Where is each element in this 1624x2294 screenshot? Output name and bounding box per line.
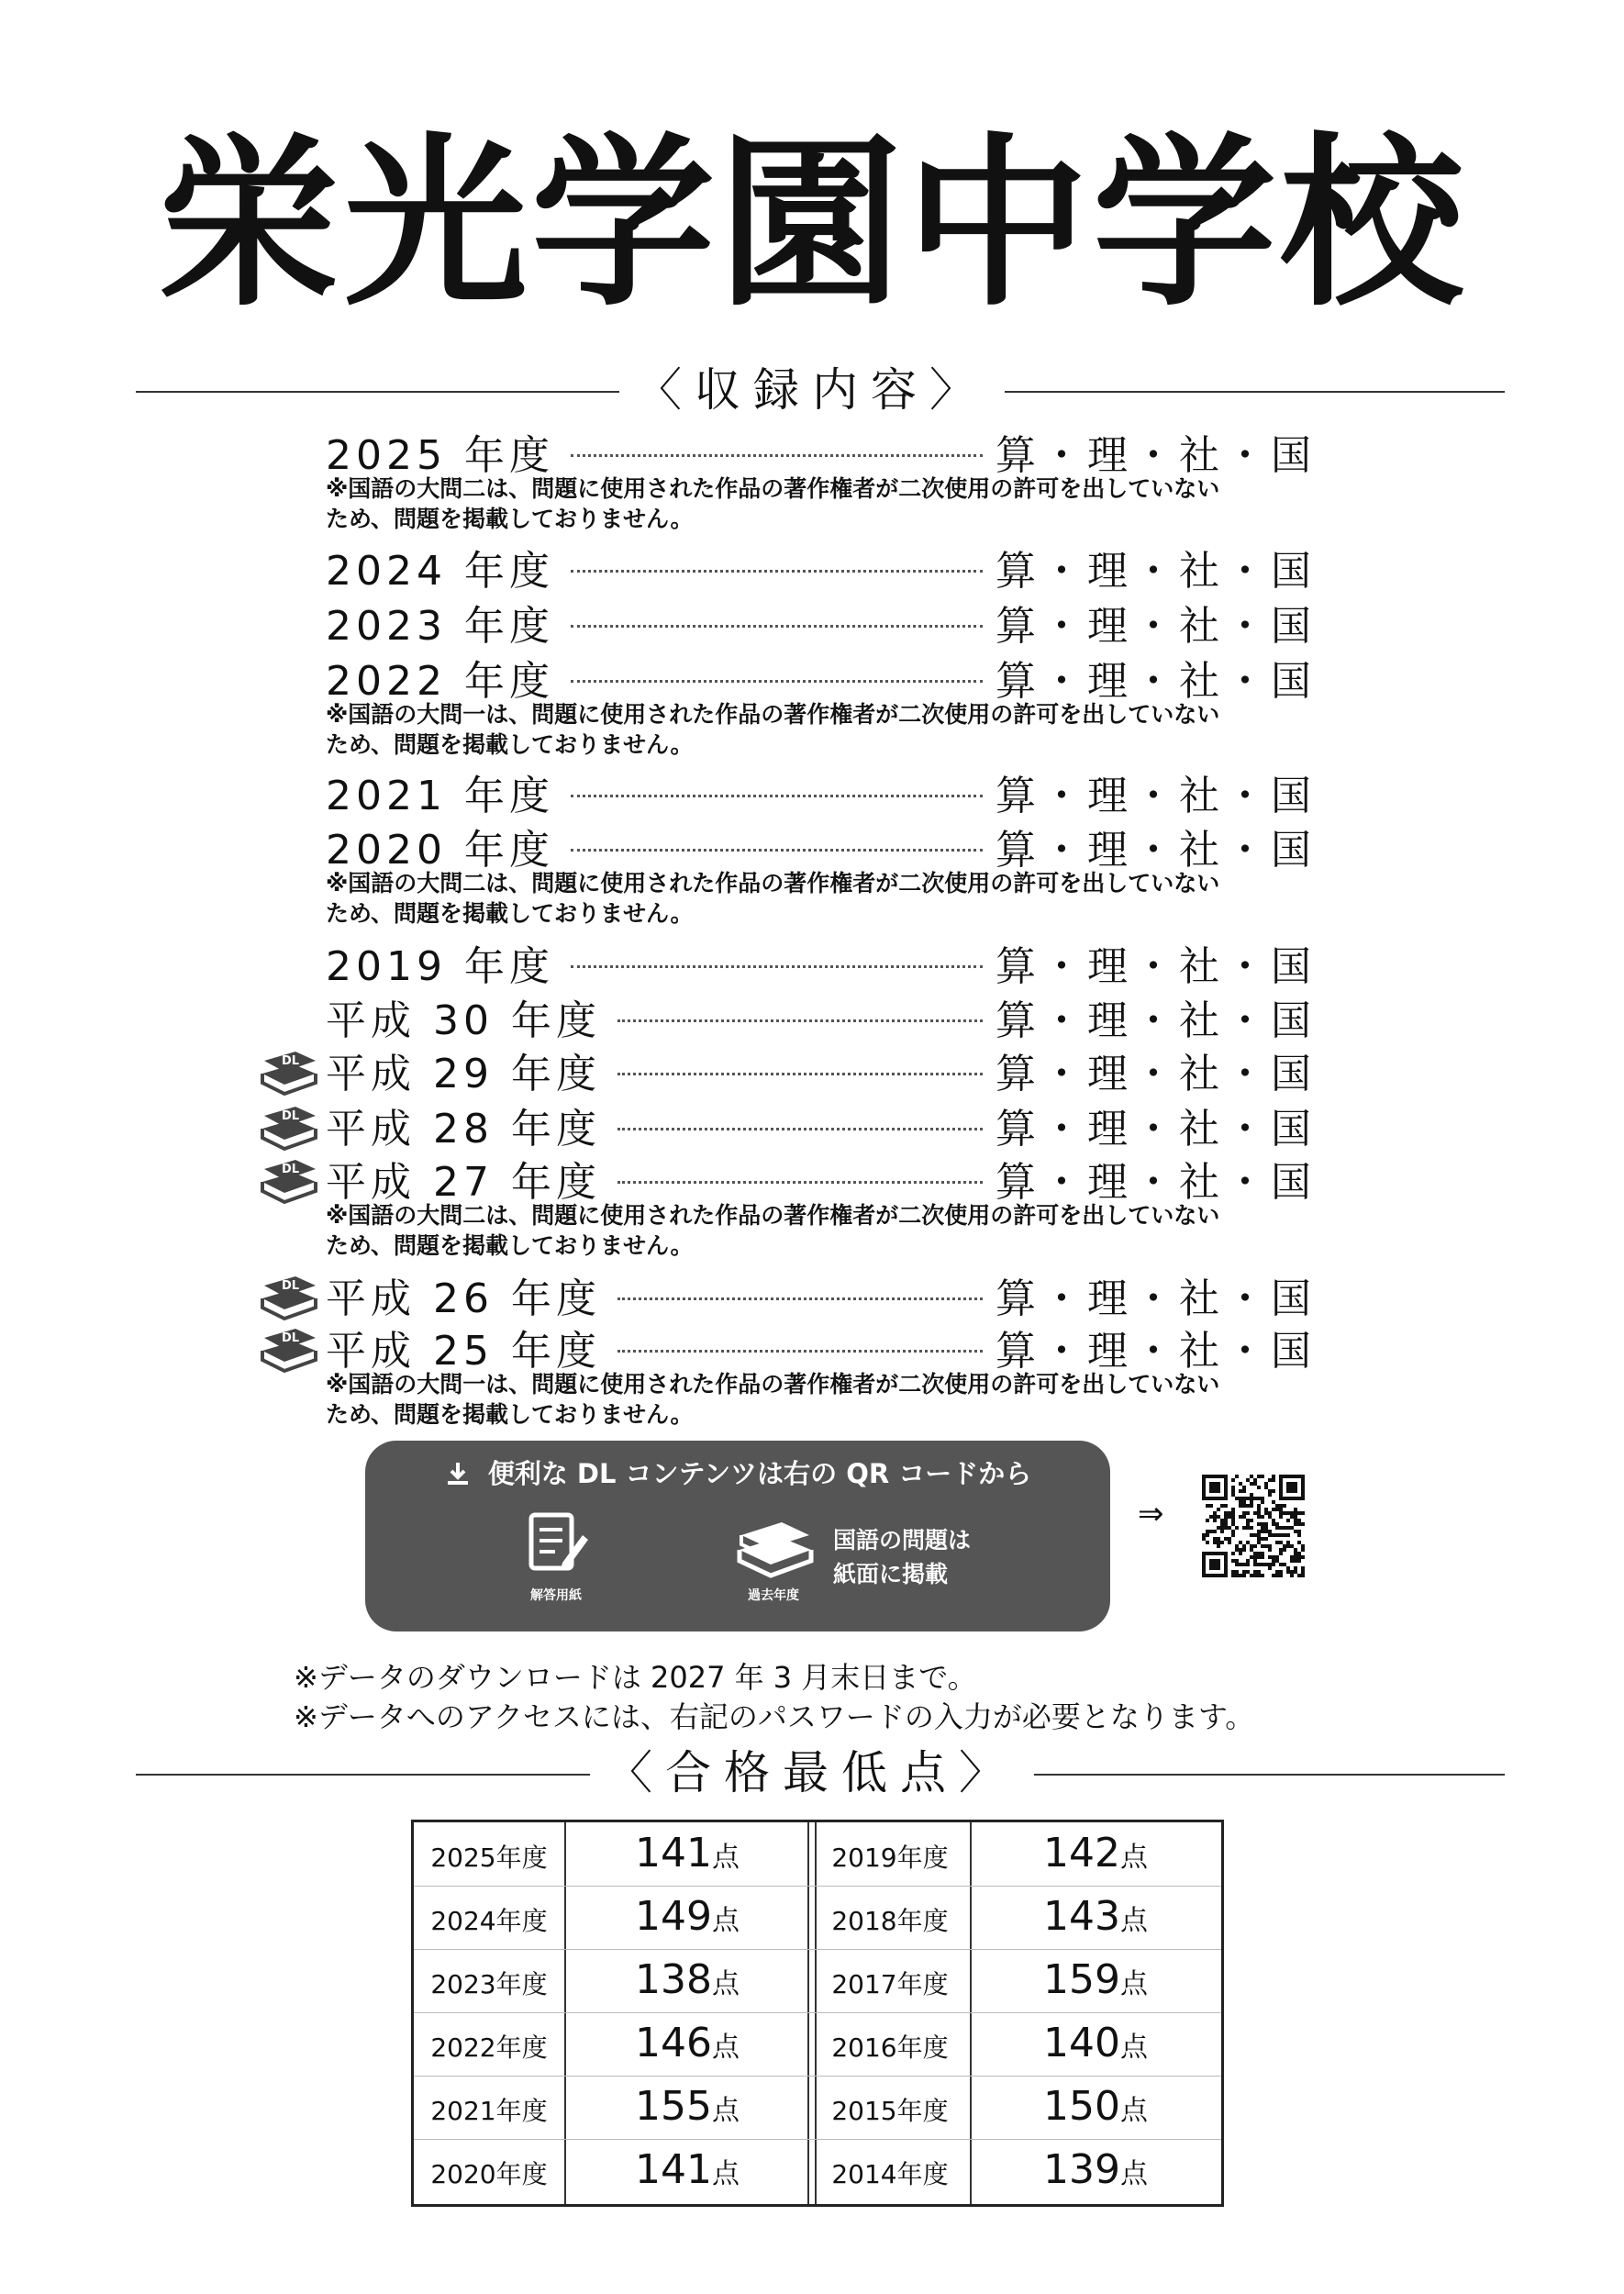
answer-sheet-icon bbox=[526, 1509, 590, 1585]
contents-year: 2019 年度 bbox=[326, 943, 554, 990]
leader-dots bbox=[617, 1128, 983, 1130]
leader-dots bbox=[571, 680, 983, 683]
contents-row bbox=[326, 426, 1317, 477]
contents-note: ※国語の大問一は、問題に使用された作品の著作権者が二次使用の許可を出していない bbox=[326, 1371, 1220, 1398]
contents-subjects: 算・理・社・国 bbox=[996, 432, 1317, 479]
contents-row bbox=[326, 1321, 1317, 1373]
table-row-divider bbox=[414, 2076, 1221, 2077]
leader-dots bbox=[571, 625, 983, 628]
contents-year: 2023 年度 bbox=[326, 603, 554, 650]
qr-code[interactable] bbox=[1202, 1475, 1305, 1577]
contents-subjects: 算・理・社・国 bbox=[996, 997, 1317, 1044]
contents-subjects: 算・理・社・国 bbox=[996, 603, 1317, 650]
table-row-divider bbox=[414, 1949, 1221, 1950]
score-value: 155点 bbox=[635, 2083, 740, 2130]
contents-subjects: 算・理・社・国 bbox=[996, 827, 1317, 874]
arrow-icon: ⇒ bbox=[1138, 1496, 1164, 1532]
contents-year: 平成 25 年度 bbox=[326, 1328, 601, 1375]
contents-subjects: 算・理・社・国 bbox=[996, 1159, 1317, 1206]
dl-book-icon bbox=[259, 1154, 319, 1206]
contents-row bbox=[326, 1153, 1317, 1204]
scores-heading: 〈合格最低点〉 bbox=[0, 1745, 1624, 1800]
contents-year: 平成 29 年度 bbox=[326, 1051, 601, 1097]
contents-row bbox=[326, 766, 1317, 818]
banner-title: 便利な DL コンテンツは右の QR コードから bbox=[365, 1453, 1110, 1491]
table-row-divider bbox=[414, 2139, 1221, 2140]
dl-book-icon bbox=[259, 1101, 319, 1153]
leader-dots bbox=[571, 570, 983, 573]
contents-subjects: 算・理・社・国 bbox=[996, 1051, 1317, 1097]
dl-book-icon bbox=[259, 1323, 319, 1375]
leader-dots bbox=[571, 849, 983, 852]
contents-year: 2024 年度 bbox=[326, 548, 554, 595]
score-value: 150点 bbox=[1043, 2083, 1148, 2130]
score-value: 140点 bbox=[1043, 2020, 1148, 2066]
past-years-icon bbox=[732, 1509, 817, 1583]
score-value: 159点 bbox=[1043, 1956, 1148, 2003]
score-year: 2016年度 bbox=[831, 2032, 949, 2063]
leader-dots bbox=[617, 1019, 983, 1022]
leader-dots bbox=[571, 795, 983, 797]
score-value: 146点 bbox=[635, 2020, 740, 2066]
contents-subjects: 算・理・社・国 bbox=[996, 1328, 1317, 1375]
contents-row bbox=[326, 1099, 1317, 1151]
leader-dots bbox=[617, 1350, 983, 1353]
table-row-divider bbox=[414, 1886, 1221, 1887]
contents-year: 平成 26 年度 bbox=[326, 1275, 601, 1322]
leader-dots bbox=[571, 965, 983, 968]
score-year: 2020年度 bbox=[430, 2159, 548, 2189]
dl-icon-label: DL bbox=[282, 1279, 300, 1293]
score-value: 138点 bbox=[635, 1956, 740, 2003]
contents-year: 平成 28 年度 bbox=[326, 1106, 601, 1153]
leader-dots bbox=[617, 1073, 983, 1075]
contents-year: 平成 27 年度 bbox=[326, 1159, 601, 1206]
score-year: 2019年度 bbox=[831, 1843, 949, 1873]
contents-year: 2020 年度 bbox=[326, 827, 554, 874]
contents-year: 2021 年度 bbox=[326, 773, 554, 819]
score-value: 143点 bbox=[1043, 1893, 1148, 1940]
score-year: 2015年度 bbox=[831, 2096, 949, 2126]
contents-subjects: 算・理・社・国 bbox=[996, 773, 1317, 819]
contents-note: ため、問題を掲載しておりません。 bbox=[326, 1232, 694, 1259]
contents-row bbox=[326, 651, 1317, 703]
dl-book-icon bbox=[259, 1046, 319, 1097]
table-row-divider bbox=[414, 2012, 1221, 2013]
contents-note: ため、問題を掲載しておりません。 bbox=[326, 1401, 694, 1428]
contents-note: ため、問題を掲載しておりません。 bbox=[326, 900, 694, 927]
contents-row bbox=[326, 820, 1317, 872]
score-year: 2018年度 bbox=[831, 1906, 949, 1936]
score-value: 139点 bbox=[1043, 2146, 1148, 2193]
dl-icon-label: DL bbox=[282, 1109, 300, 1123]
answer-sheet-label: 解答用紙 bbox=[530, 1588, 582, 1603]
dl-content-banner bbox=[365, 1441, 1110, 1631]
score-year: 2014年度 bbox=[831, 2159, 949, 2189]
contents-heading: 〈収録内容〉 bbox=[0, 362, 1624, 418]
score-value: 141点 bbox=[635, 2146, 740, 2193]
footnote-password: ※データへのアクセスには、右記のパスワードの入力が必要となります。 bbox=[294, 1699, 1255, 1734]
contents-subjects: 算・理・社・国 bbox=[996, 943, 1317, 990]
banner-note: 国語の問題は 紙面に掲載 bbox=[833, 1527, 972, 1587]
score-value: 141点 bbox=[635, 1830, 740, 1876]
contents-subjects: 算・理・社・国 bbox=[996, 1275, 1317, 1322]
contents-row bbox=[326, 1269, 1317, 1320]
footnote-download: ※データのダウンロードは 2027 年 3 月末日まで。 bbox=[294, 1660, 977, 1695]
past-years-label: 過去年度 bbox=[748, 1588, 799, 1603]
contents-note: ため、問題を掲載しておりません。 bbox=[326, 506, 694, 532]
contents-subjects: 算・理・社・国 bbox=[996, 1106, 1317, 1153]
score-value: 149点 bbox=[635, 1893, 740, 1940]
contents-note: ※国語の大問二は、問題に使用された作品の著作権者が二次使用の許可を出していない bbox=[326, 870, 1220, 896]
dl-book-icon bbox=[259, 1271, 319, 1322]
contents-year: 2022 年度 bbox=[326, 658, 554, 705]
contents-row bbox=[326, 991, 1317, 1042]
page-title: 栄光学園中学校 bbox=[156, 117, 1467, 331]
leader-dots bbox=[617, 1297, 983, 1300]
contents-year: 平成 30 年度 bbox=[326, 997, 601, 1044]
contents-row bbox=[326, 937, 1317, 988]
dl-icon-label: DL bbox=[282, 1331, 300, 1345]
score-year: 2017年度 bbox=[831, 1969, 949, 1999]
contents-row bbox=[326, 541, 1317, 593]
contents-note: ※国語の大問一は、問題に使用された作品の著作権者が二次使用の許可を出していない bbox=[326, 701, 1220, 728]
dl-icon-label: DL bbox=[282, 1163, 300, 1176]
contents-year: 2025 年度 bbox=[326, 432, 554, 479]
score-year: 2022年度 bbox=[430, 2032, 548, 2063]
score-year: 2024年度 bbox=[430, 1906, 548, 1936]
download-icon bbox=[444, 1458, 488, 1489]
score-year: 2023年度 bbox=[430, 1969, 548, 1999]
contents-subjects: 算・理・社・国 bbox=[996, 658, 1317, 705]
contents-subjects: 算・理・社・国 bbox=[996, 548, 1317, 595]
contents-note: ※国語の大問二は、問題に使用された作品の著作権者が二次使用の許可を出していない bbox=[326, 475, 1220, 502]
contents-row bbox=[326, 1044, 1317, 1096]
score-year: 2025年度 bbox=[430, 1843, 548, 1873]
contents-note: ため、問題を掲載しておりません。 bbox=[326, 731, 694, 758]
passing-score-table bbox=[411, 1820, 1224, 2207]
contents-row bbox=[326, 596, 1317, 648]
leader-dots bbox=[617, 1181, 983, 1184]
leader-dots bbox=[571, 454, 983, 457]
dl-icon-label: DL bbox=[282, 1054, 300, 1068]
contents-note: ※国語の大問二は、問題に使用された作品の著作権者が二次使用の許可を出していない bbox=[326, 1202, 1220, 1229]
score-year: 2021年度 bbox=[430, 2096, 548, 2126]
score-value: 142点 bbox=[1043, 1830, 1148, 1876]
